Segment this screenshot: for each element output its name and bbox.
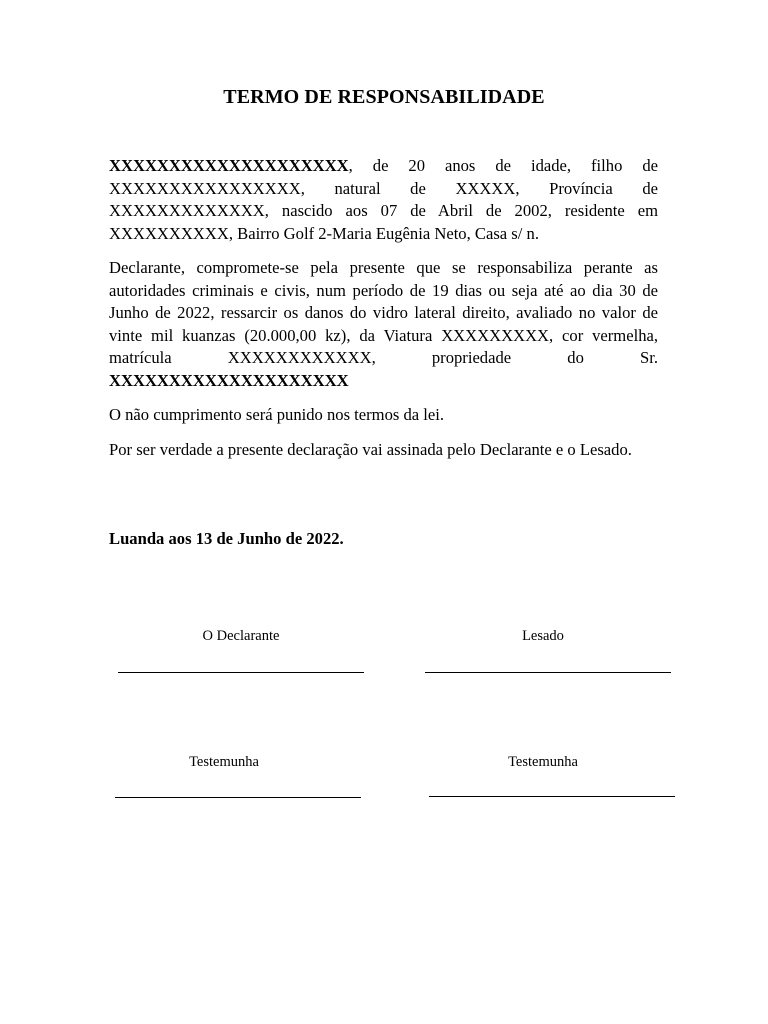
signature-line-testemunha-2 xyxy=(429,796,675,797)
signature-line-declarante xyxy=(118,672,364,673)
paragraph-closing: Por ser verdade a presente declaração vai assinada pelo Declarante e o Lesado. xyxy=(109,440,632,459)
commitment-text: Declarante, compromete-se pela presente que se responsabiliza perante as autoridades criminais e civis, num período de 19 dias ou seja até ao dia 30 de Junho de 2022, ressarcir os danos do vidro lateral direito, avaliado no valor de vinte mil kuanzas (20.000,00 kz), da Viatura XXXXXXXXX, cor vermelha, matrícula XXXXXXXXXXXX, propriedade do Sr. xyxy=(109,258,658,367)
signature-line-lesado xyxy=(425,672,671,673)
declarant-name: XXXXXXXXXXXXXXXXXXXX xyxy=(109,156,349,175)
signature-label-declarante: O Declarante xyxy=(202,628,280,644)
date-line: Luanda aos 13 de Junho de 2022. xyxy=(109,529,344,548)
signature-label-testemunha-2: Testemunha xyxy=(508,754,578,770)
signature-label-testemunha-1: Testemunha xyxy=(189,754,259,770)
owner-name: XXXXXXXXXXXXXXXXXXXX xyxy=(109,370,349,390)
signature-label-lesado: Lesado xyxy=(522,628,564,644)
signature-line-testemunha-1 xyxy=(115,797,361,798)
paragraph-penalty: O não cumprimento será punido nos termos da lei. xyxy=(109,405,445,424)
document-title: TERMO DE RESPONSABILIDADE xyxy=(223,86,545,108)
identification-text: , de 20 anos de idade, filho de XXXXXXXXXXXXXXXX, natural de XXXXX, Província de XXXXXXXXXXXXX, nascido aos 07 de Abril de 2002, residente em XXXXXXXXXX, Bairro Golf 2-Maria Eugênia Neto, Casa s/ n. xyxy=(109,156,658,243)
paragraph-commitment xyxy=(109,257,658,392)
paragraph-identification xyxy=(109,155,658,245)
